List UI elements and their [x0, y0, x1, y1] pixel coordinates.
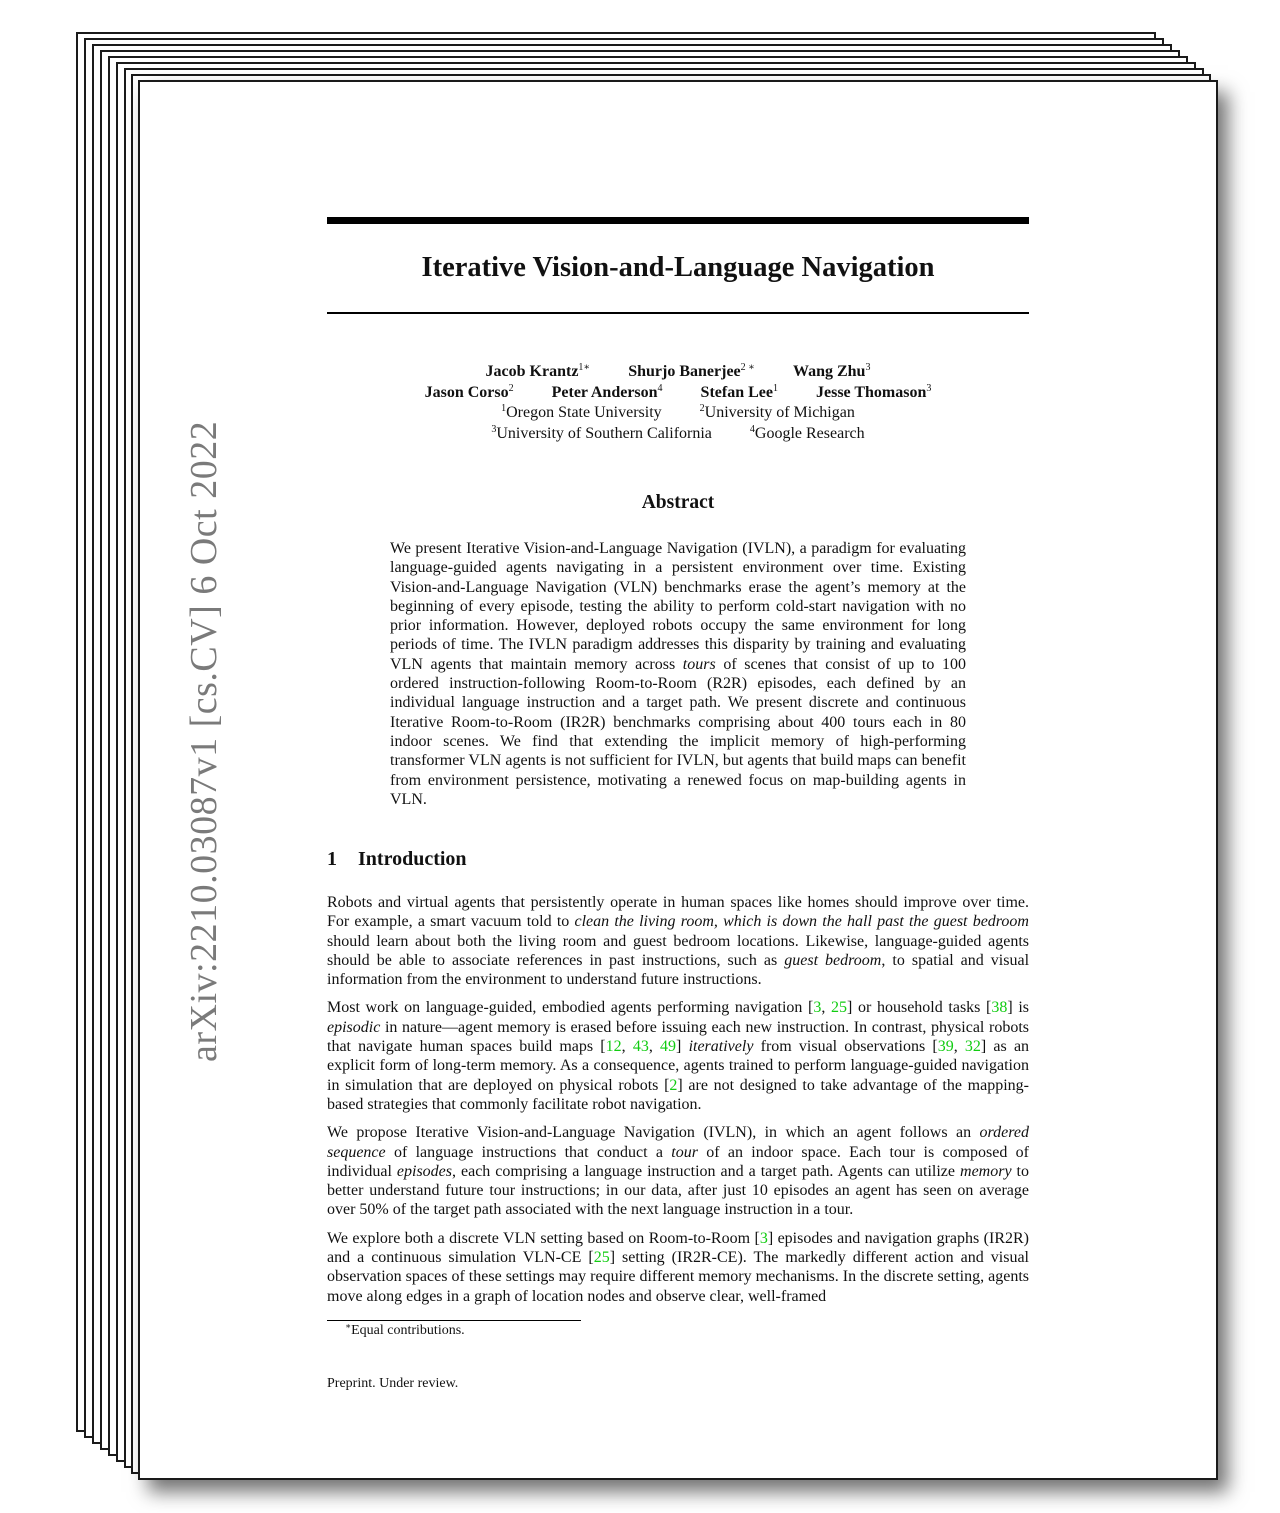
citation-link[interactable]: 2	[669, 1076, 678, 1094]
text-run: ]	[676, 1038, 689, 1056]
author-affiliation-mark: 2 ∗	[740, 362, 755, 373]
text-run: , to spatial and visual information from the environment to understand future instructions.	[327, 951, 1030, 989]
footnote-rule	[327, 1320, 581, 1321]
preprint-notice: Preprint. Under review.	[327, 1376, 459, 1391]
citation-link[interactable]: 39	[937, 1038, 954, 1056]
abstract-text-part: We present Iterative Vision-and-Language Navigation (IVLN), a paradigm for evaluating language-guided agents navigating in a persistent environment over time. Existing Vision-and-Language Navigation (VLN) benchmarks erase the agent’s memory at the beginning of every episode, testing the ability to perform cold-start navigation with no prior information. However, deployed robots occupy the same environment for long periods of time. The IVLN paradigm addresses this disparity by training and evaluating VLN agents that maintain memory across	[390, 540, 966, 673]
abstract-heading: Abstract	[641, 492, 715, 513]
emphasis: tour	[671, 1143, 698, 1161]
paragraph	[327, 998, 1029, 1114]
paragraph	[327, 1229, 1029, 1306]
citation-link[interactable]: 25	[593, 1249, 610, 1267]
emphasis: episodes	[396, 1162, 452, 1180]
author-name: Jason Corso	[424, 383, 509, 401]
title-top-rule	[327, 217, 1029, 224]
text-run: should learn about both the living room and guest bedroom locations. Likewise, language-guided agents should be able to associate references in past instructions, such as	[327, 932, 1029, 969]
affiliation-name: University of Michigan	[704, 404, 855, 421]
paper-title: Iterative Vision-and-Language Navigation	[421, 252, 935, 283]
text-run: Robots and virtual agents that persistently operate in human spaces like homes should improve over time. For example, a smart vacuum told to	[327, 894, 1029, 931]
arxiv-stamp: arXiv:2210.03087v1 [cs.CV] 6 Oct 2022	[183, 420, 225, 1062]
text-run: in nature—agent memory is erased before issuing each new instruction. In contrast, physical robots that navigate human spaces build maps [	[327, 1018, 1029, 1056]
citation-link[interactable]: 3	[759, 1229, 768, 1247]
abstract-text-part: of scenes that consist of up to 100 ordered instruction-following Room-to-Room (R2R) episodes, each defined by an individual language instruction and a target path. We present discrete and continuous Iterative Room-to-Room (IR2R) benchmarks comprising about 400 tours each in 80 indoor scenes. We find that extending the implicit memory of high-performing transformer VLN agents is not sufficient for IVLN, but agents that build maps can benefit from environment persistence, motivating a renewed focus on map-building agents in VLN.	[390, 655, 966, 808]
emphasis: ordered sequence	[327, 1124, 1029, 1161]
author-affiliation-mark: 4	[657, 382, 663, 394]
paragraph	[327, 1123, 1029, 1219]
footnote-text: Equal contributions.	[351, 1323, 465, 1338]
text-run: ] episodes and navigation graphs (IR2R) and a continuous simulation VLN-CE [	[327, 1229, 1029, 1267]
author-affiliation-mark: 3	[926, 382, 932, 394]
emphasis: episodic	[327, 1018, 381, 1036]
body-text	[327, 893, 1029, 1315]
text-run: ] is	[1007, 999, 1030, 1017]
author-row	[327, 362, 1029, 383]
text-run: from visual observations [	[753, 1038, 938, 1056]
affiliation-name: Oregon State University	[506, 404, 662, 421]
author-affiliation-mark: 1	[772, 382, 778, 394]
footnote-mark: ∗	[345, 1321, 352, 1331]
citation-link[interactable]: 12	[605, 1038, 622, 1056]
text-run: We propose Iterative Vision-and-Language Navigation (IVLN), in which an agent follows an	[327, 1124, 980, 1142]
affiliation-name: Google Research	[754, 424, 865, 442]
text-run: ,	[821, 999, 832, 1017]
text-run: ] setting (IR2R-CE). The markedly different action and visual observation spaces of these settings may require different memory mechanisms. In the discrete setting, agents move along edges in a graph of location nodes and observe clear, well-framed	[327, 1249, 1030, 1305]
author-name: Stefan Lee	[700, 383, 773, 401]
affiliation-row	[327, 403, 1029, 424]
section-number: 1	[327, 848, 337, 870]
text-run: ] are not designed to take advantage of the mapping-based strategies that commonly facilitate robot navigation.	[327, 1076, 1029, 1113]
text-run: We explore both a discrete VLN setting based on Room-to-Room [	[327, 1229, 760, 1247]
author-name: Wang Zhu	[792, 363, 866, 380]
author-block	[327, 362, 1029, 444]
affiliation-mark: 1	[501, 403, 507, 414]
author-name: Shurjo Banerjee	[628, 363, 741, 380]
citation-link[interactable]: 49	[660, 1038, 677, 1056]
author-name: Peter Anderson	[551, 383, 658, 401]
affiliation-mark: 3	[491, 423, 497, 435]
author-row	[327, 383, 1029, 404]
text-run: ] or household tasks [	[847, 999, 992, 1017]
emphasis: iteratively	[688, 1038, 754, 1056]
citation-link[interactable]: 3	[813, 999, 822, 1017]
affiliation-mark: 2	[699, 403, 705, 414]
section-title: Introduction	[358, 848, 467, 870]
author-name: Jacob Krantz	[485, 363, 579, 380]
abstract-text	[390, 539, 966, 809]
emphasis: guest bedroom	[784, 951, 882, 969]
abstract-emphasis: tours	[682, 655, 716, 673]
citation-link[interactable]: 38	[991, 999, 1008, 1017]
author-name: Jesse Thomason	[815, 383, 927, 401]
section-heading	[327, 848, 467, 871]
text-run: of an indoor space. Each tour is composed of individual	[327, 1143, 1030, 1180]
citation-link[interactable]: 32	[964, 1038, 981, 1056]
affiliation-name: University of Southern California	[496, 424, 712, 442]
text-run: of language instructions that conduct a	[385, 1143, 672, 1161]
affiliation-row	[327, 424, 1029, 445]
text-run: to better understand future tour instructions; in our data, after just 10 episodes an agent has seen on average over 50% of the target path associated with the next language instruction in a tour.	[327, 1162, 1030, 1219]
text-run: ,	[648, 1038, 661, 1056]
emphasis: clean the living room, which is down the hall past the guest bedroom	[574, 913, 1029, 931]
text-run: Most work on language-guided, embodied agents performing navigation [	[327, 999, 814, 1017]
emphasis: memory	[960, 1162, 1012, 1180]
author-affiliation-mark: 2	[508, 382, 514, 394]
text-run: , each comprising a language instruction and a target path. Agents can utilize	[452, 1162, 961, 1180]
paragraph	[327, 893, 1029, 989]
author-affiliation-mark: 1∗	[578, 362, 591, 373]
text-run: ,	[953, 1038, 965, 1056]
citation-link[interactable]: 43	[632, 1038, 649, 1056]
title-bottom-rule	[327, 312, 1029, 314]
citation-link[interactable]: 25	[831, 999, 848, 1017]
footnote	[345, 1323, 465, 1339]
text-run: ,	[621, 1038, 633, 1056]
author-affiliation-mark: 3	[865, 362, 871, 373]
affiliation-mark: 4	[749, 423, 755, 435]
text-run: ] as an explicit form of long-term memory. As a consequence, agents trained to perform language-guided navigation in simulation that are deployed on physical robots [	[327, 1038, 1030, 1094]
